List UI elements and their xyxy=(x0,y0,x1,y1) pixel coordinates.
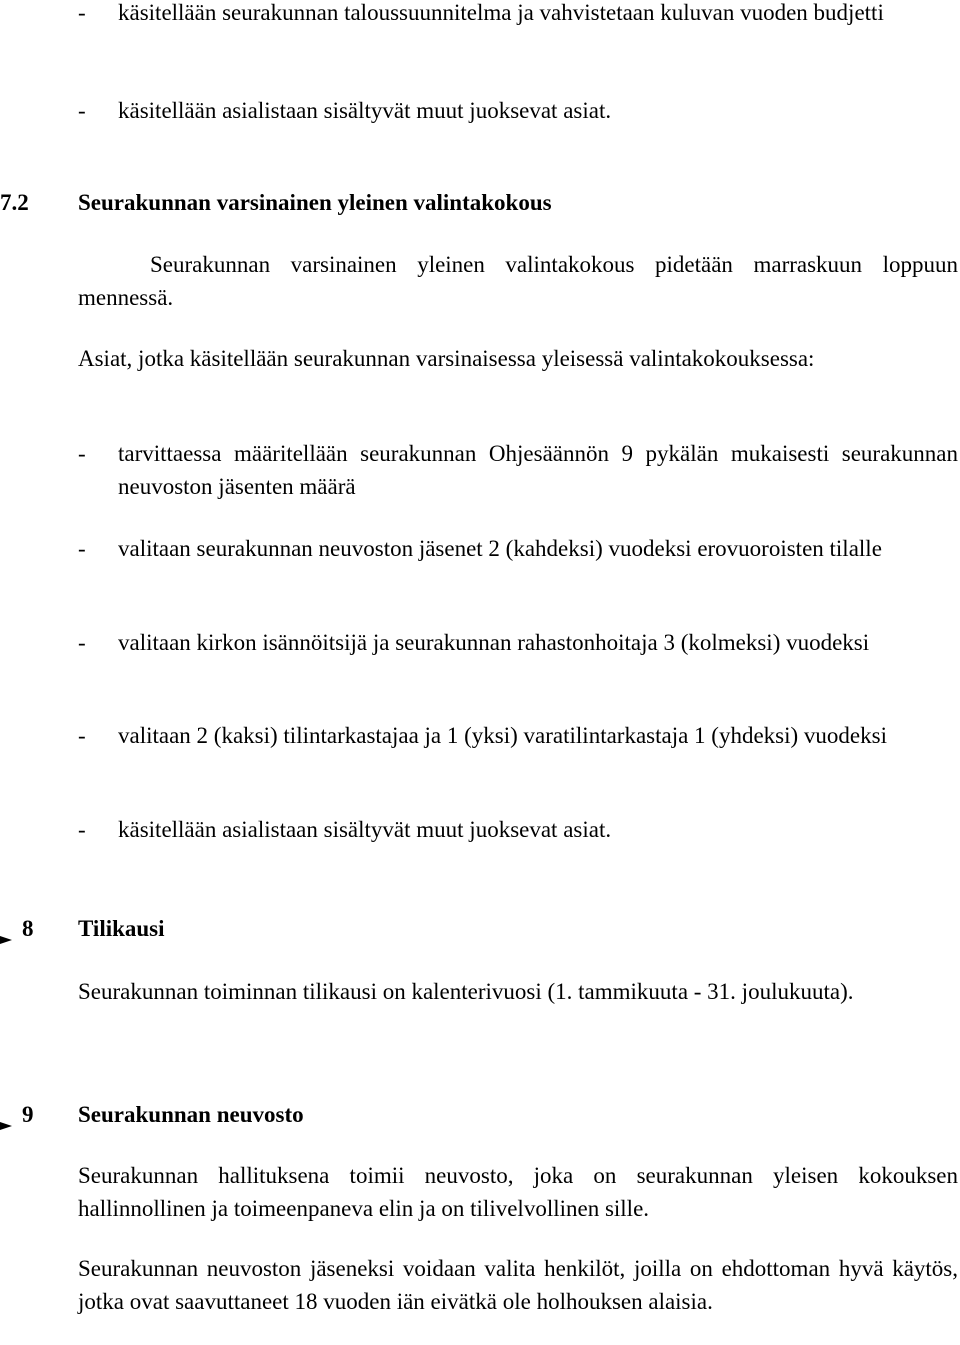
bullet-text: valitaan 2 (kaksi) tilintarkastajaa ja 1 (yksi) varatilintarkastaja 1 (yhdeksi) vuodeksi xyxy=(118,723,887,748)
section-7-2-heading xyxy=(0,186,800,219)
section-title: Tilikausi xyxy=(78,916,165,941)
bullet-text: käsitellään seurakunnan taloussuunnitelma ja vahvistetaan kuluvan vuoden budjetti xyxy=(118,0,884,25)
bullet-text: valitaan seurakunnan neuvoston jäsenet 2 (kahdeksi) vuodeksi erovuoroisten tilalle xyxy=(118,536,882,561)
section-7-2-intro: Seurakunnan varsinainen yleinen valintakokous pidetään marraskuun loppuun mennessä. xyxy=(78,252,958,310)
bullet-other-matters xyxy=(78,94,958,127)
bullet-text: käsitellään asialistaan sisältyvät muut juoksevat asiat. xyxy=(118,98,612,123)
section-9-paragraph-1: Seurakunnan hallituksena toimii neuvosto, joka on seurakunnan yleisen kokouksen hallinnollinen ja toimeenpaneva elin ja on tilivelvollinen sille. xyxy=(78,1163,958,1221)
bullet-auditors xyxy=(78,719,958,752)
bullet-dash: - xyxy=(78,630,86,655)
bullet-text: valitaan kirkon isännöitsijä ja seurakunnan rahastonhoitaja 3 (kolmeksi) vuodeksi xyxy=(118,630,870,655)
bullet-council-members xyxy=(78,532,958,565)
section-marker-icon xyxy=(0,1122,12,1130)
bullet-other-matters-2 xyxy=(78,813,958,846)
section-marker-icon xyxy=(0,936,12,944)
bullet-dash: - xyxy=(78,723,86,748)
bullet-text: käsitellään asialistaan sisältyvät muut juoksevat asiat. xyxy=(118,817,612,842)
section-8-heading xyxy=(0,912,700,945)
section-number: 7.2 xyxy=(0,190,29,215)
bullet-budget xyxy=(78,0,958,29)
bullet-text: tarvittaessa määritellään seurakunnan Ohjesäännön 9 pykälän mukaisesti seurakunnan neuvoston jäsenten määrä xyxy=(118,441,958,499)
bullet-dash: - xyxy=(78,817,86,842)
section-9-paragraph-2: Seurakunnan neuvoston jäseneksi voidaan valita henkilöt, joilla on ehdottoman hyvä käytös, jotka ovat saavuttaneet 18 vuoden iän eivätkä ole holhouksen alaisia. xyxy=(78,1256,958,1314)
section-title: Seurakunnan neuvosto xyxy=(78,1102,304,1127)
section-7-2-lead: Asiat, jotka käsitellään seurakunnan varsinaisessa yleisessä valintakokouksessa: xyxy=(78,346,815,371)
bullet-dash: - xyxy=(78,98,86,123)
section-title: Seurakunnan varsinainen yleinen valintakokous xyxy=(78,190,552,215)
bullet-dash: - xyxy=(78,536,86,561)
bullet-caretaker-treasurer xyxy=(78,626,958,659)
bullet-dash: - xyxy=(78,441,86,466)
section-number: 9 xyxy=(22,1102,34,1127)
section-9-heading xyxy=(0,1098,700,1131)
section-number: 8 xyxy=(22,916,34,941)
section-8-text: Seurakunnan toiminnan tilikausi on kalenterivuosi (1. tammikuuta - 31. joulukuuta). xyxy=(78,979,854,1004)
bullet-council-size xyxy=(78,437,958,503)
bullet-dash: - xyxy=(78,0,86,25)
